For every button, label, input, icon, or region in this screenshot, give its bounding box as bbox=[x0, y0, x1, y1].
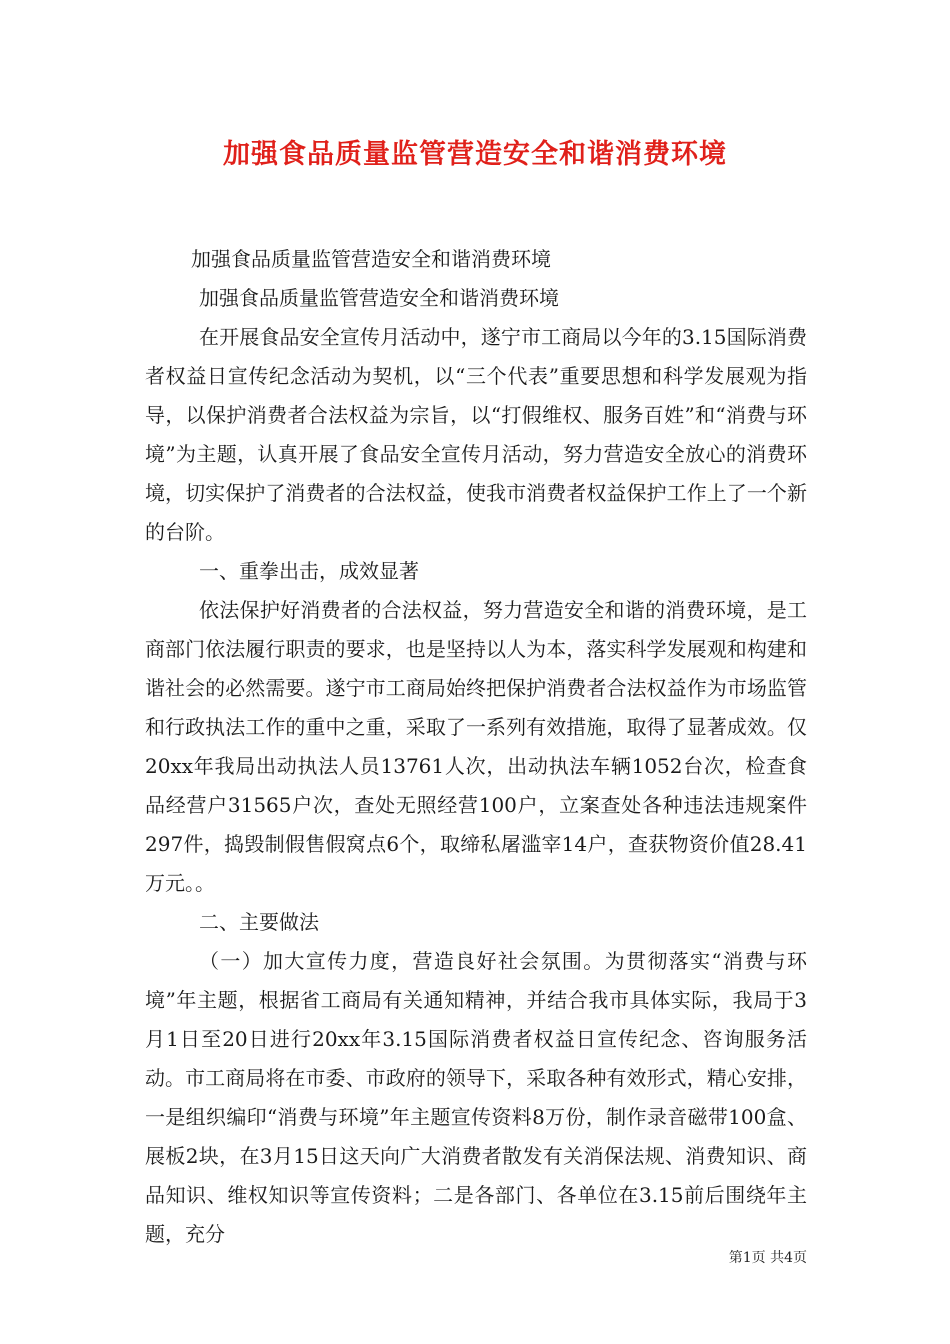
document-body bbox=[145, 240, 807, 1254]
subtitle-line-2: 加强食品质量监管营造安全和谐消费环境 bbox=[199, 286, 559, 310]
section-heading-2: 二、主要做法 bbox=[199, 910, 319, 934]
document-title: 加强食品质量监管营造安全和谐消费环境 bbox=[223, 139, 727, 170]
paragraph-intro: 在开展食品安全宣传月活动中，遂宁市工商局以今年的3.15国际消费者权益日宣传纪念活动为契机，以“三个代表”重要思想和科学发展观为指导，以保护消费者合法权益为宗旨，以“打假维权、服务百姓”和“消费与环境”为主题，认真开展了食品安全宣传月活动，努力营造安全放心的消费环境，切实保护了消费者的合法权益，使我市消费者权益保护工作上了一个新的台阶。 bbox=[145, 325, 807, 544]
page-number: 第1页 共4页 bbox=[728, 1250, 807, 1266]
section-heading-1: 一、重拳出击，成效显著 bbox=[199, 559, 419, 583]
paragraph-results: 依法保护好消费者的合法权益，努力营造安全和谐的消费环境，是工商部门依法履行职责的要求，也是坚持以人为本，落实科学发展观和构建和谐社会的必然需要。遂宁市工商局始终把保护消费者合法权益作为市场监管和行政执法工作的重中之重，采取了一系列有效措施，取得了显著成效。仅20xx年我局出动执法人员13761人次，出动执法车辆1052台次，检查食品经营户31565户次，查处无照经营100户，立案查处各种违法违规案件297件，捣毁制假售假窝点6个，取缔私屠滥宰14户，查获物资价值28.41万元。。 bbox=[145, 598, 807, 895]
subtitle-line-1: 加强食品质量监管营造安全和谐消费环境 bbox=[191, 247, 551, 271]
paragraph-measures: （一）加大宣传力度，营造良好社会氛围。为贯彻落实“消费与环境”年主题，根据省工商局有关通知精神，并结合我市具体实际，我局于3月1日至20日进行20xx年3.15国际消费者权益日宣传纪念、咨询服务活动。市工商局将在市委、市政府的领导下，采取各种有效形式，精心安排，一是组织编印“消费与环境”年主题宣传资料8万份，制作录音磁带100盒、展板2块，在3月15日这天向广大消费者散发有关消保法规、消费知识、商品知识、维权知识等宣传资料；二是各部门、各单位在3.15前后围绕年主题，充分 bbox=[145, 949, 807, 1246]
